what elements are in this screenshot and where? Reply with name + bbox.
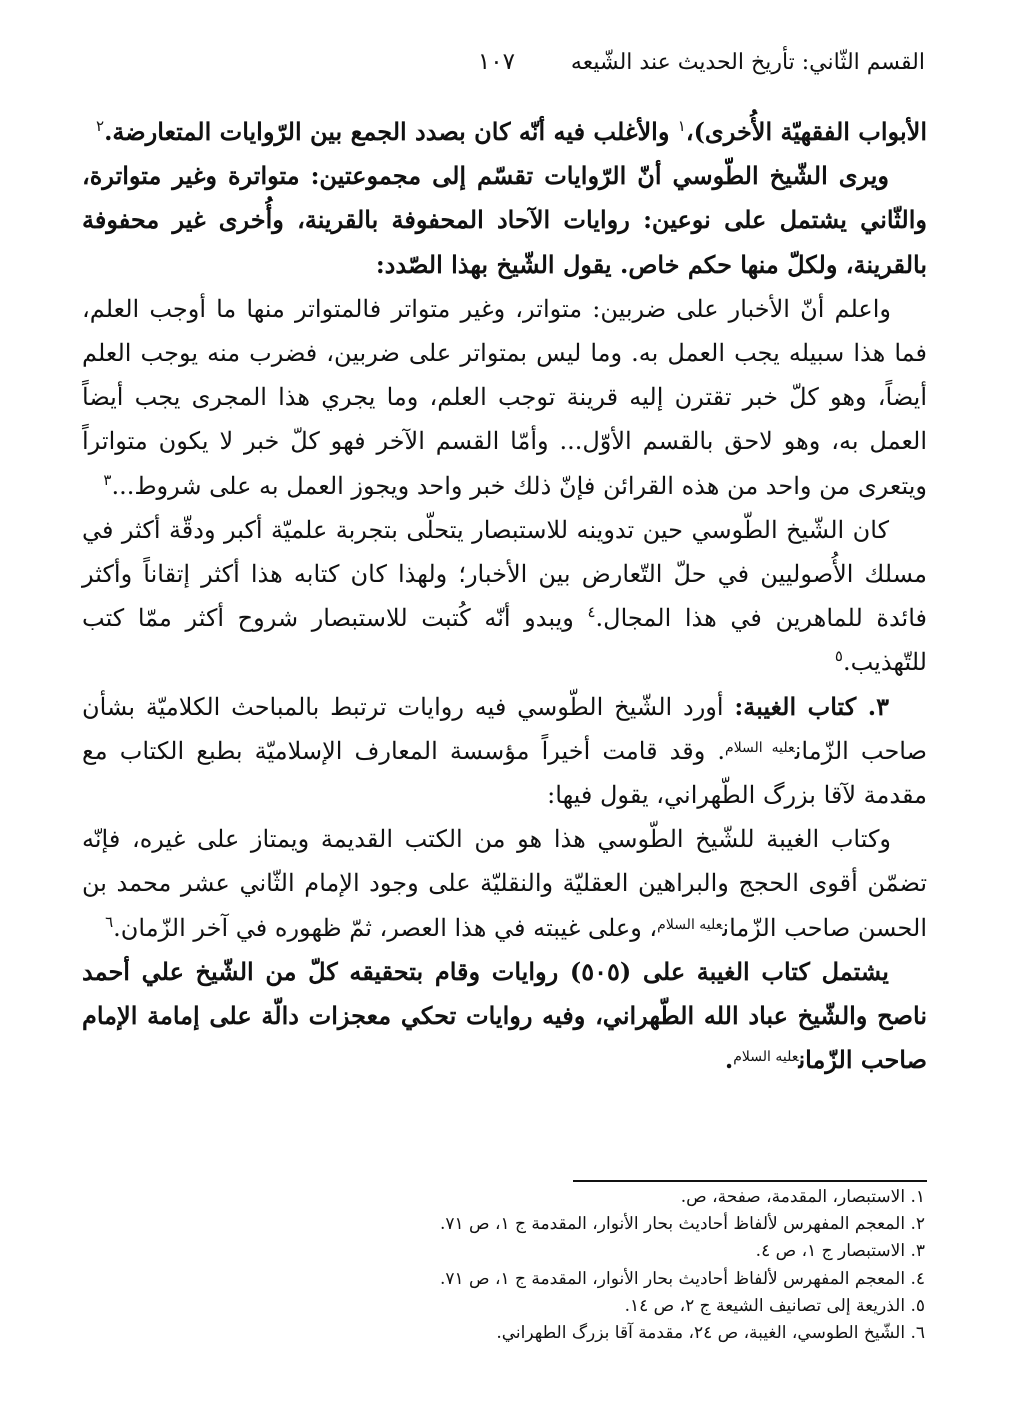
block-quote: [82, 817, 927, 950]
honorific-glyph: عليه السلام: [725, 739, 795, 756]
paragraph-continuation: [82, 110, 927, 154]
honorific-glyph: عليه السلام: [733, 1049, 799, 1066]
footnote-divider: [573, 1180, 927, 1182]
footnote-ref: ٣: [103, 470, 112, 489]
footnote-item: ٥. الذريعة إلى تصانيف الشيعة ج ٢، ص ١٤.: [624, 1295, 925, 1316]
quote-text: وكتاب الغيبة للشّيخ الطّوسي هذا هو من الكتب القديمة ويمتاز على غيره، فإنّه تضمّن أقوى الحجج والبراهين العقليّة والنقليّة على وجود الإمام الثّاني عشر محمد بن الحسن صاحب الزّمان: [82, 825, 927, 942]
main-text: [82, 110, 927, 1082]
footnote-ref: ٢: [96, 117, 105, 135]
chapter-title: القسم الثّاني: تأريخ الحديث عند الشّيعه: [570, 49, 925, 75]
paragraph-text: الأبواب الفقهيّة الأُخرى)،: [685, 117, 927, 146]
footnotes: [305, 1184, 925, 1347]
footnote-item: ١. الاستبصار، المقدمة، صفحة، ص.: [680, 1187, 925, 1207]
footnote-ref: ١: [677, 117, 686, 135]
footnote-ref: ٦: [105, 912, 114, 931]
block-quote: [82, 287, 927, 508]
paragraph: [82, 950, 927, 1083]
paragraph-text: أورد الشّيخ الطّوسي فيه روايات ترتبط بالمباحث الكلاميّة بشأن صاحب الزّمان: [82, 692, 927, 765]
paragraph-text: كان الشّيخ الطّوسي حين تدوينه للاستبصار يتحلّى بتجربة علميّة أكبر ودقّة أكثر في مسلك الأُصوليين في حلّ التّعارض بين الأخبار؛ ولهذا كان كتابه هذا أكثر إتقاناً وأكثر فائدة للماهرين في هذا المجال.: [82, 515, 928, 633]
quote-text: ، وعلى غيبته في هذا العصر، ثمّ ظهوره في آخر الزّمان.: [113, 913, 658, 942]
paragraph: [82, 508, 927, 685]
footnote-item: ٤. المعجم المفهرس لألفاظ أحاديث بحار الأنوار، المقدمة ج ١، ص ٧١.: [439, 1268, 925, 1289]
paragraph: [82, 154, 927, 287]
footnote-ref: ٤: [587, 603, 596, 622]
footnote-ref: ٥: [834, 647, 843, 666]
footnote-item: ٢. المعجم المفهرس لألفاظ أحاديث بحار الأنوار، المقدمة ج ١، ص ٧١.: [439, 1214, 925, 1235]
footnote-item: ٦. الشّيخ الطوسي، الغيبة، ص ٢٤، مقدمة آقا بزرگ الطهراني.: [496, 1323, 925, 1344]
paragraph-text: ويرى الشّيخ الطّوسي أنّ الرّوايات تقسّم إلى مجموعتين: متواترة وغير متواترة، والثّاني يشتمل على نوعين: روايات الآحاد المحفوفة بالقرينة، وأُخرى غير محفوفة بالقرينة، ولكلّ منها حكم خاص. يقول الشّيخ بهذا الصّدد:: [82, 161, 927, 279]
footnote-item: ٣. الاستبصار ج ١، ص ٤.: [755, 1241, 925, 1262]
section-heading: ٣. كتاب الغيبة:: [734, 691, 889, 721]
honorific-glyph: عليه السلام: [657, 916, 723, 933]
paragraph-text: يشتمل كتاب الغيبة على (٥٠٥) روايات وقام بتحقيقه كلّ من الشّيخ علي أحمد ناصح والشّيخ عباد الله الطّهراني، وفيه روايات تحكي معجزات دالّة على إمامة الإمام صاحب الزّمان: [82, 956, 927, 1075]
paragraph-text: . وقد قامت أخيراً مؤسسة المعارف الإسلاميّة بطبع الكتاب مع مقدمة لآقا بزرگ الطّهراني، يقول فيها:: [82, 736, 927, 810]
paragraph: [82, 685, 927, 818]
paragraph-text: والأغلب فيه أنّه كان بصدد الجمع بين الرّوايات المتعارضة.: [104, 117, 678, 146]
paragraph-text: ويبدو أنّه كُتبت للاستبصار شروح أكثر ممّا كتب للتّهذيب.: [82, 604, 927, 677]
page-number: ١٠٧: [477, 49, 515, 75]
running-header: [477, 42, 925, 82]
quote-text: واعلم أنّ الأخبار على ضربين: متواتر، وغير متواتر فالمتواتر منها ما أوجب العلم، فما هذا سبيله يجب العمل به. وما ليس بمتواتر على ضربين، فضرب منه يوجب العلم أيضاً، وهو كلّ خبر تقترن إليه قرينة توجب العلم، وما يجري هذا المجرى يجب أيضاً العمل به، وهو لاحق بالقسم الأوّل... وأمّا القسم الآخر فهو كلّ خبر لا يكون متواتراً ويتعرى من واحد من هذه القرائن فإنّ ذلك خبر واحد ويجوز العمل به على شروط...: [82, 294, 927, 500]
paragraph-text: .: [724, 1045, 734, 1075]
